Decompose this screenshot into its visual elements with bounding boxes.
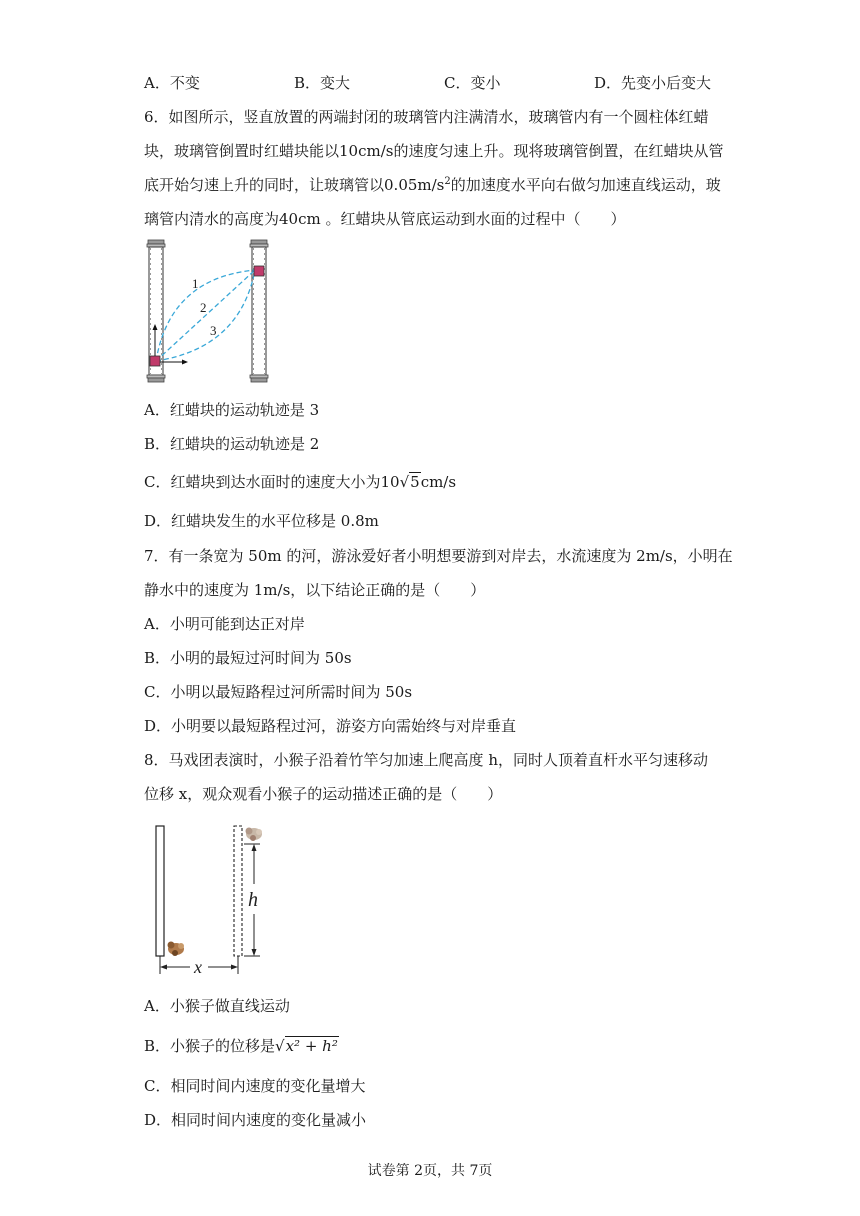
q5-option-c: C．变小 [444, 74, 501, 92]
q8-option-b: B．小猴子的位移是√x² + h² [144, 1037, 338, 1055]
monkey-icon-top [246, 828, 263, 842]
q7-option-a: A．小明可能到达正对岸 [144, 615, 305, 633]
q7-option-d: D．小明要以最短路程过河，游姿方向需始终与对岸垂直 [144, 717, 517, 735]
q8-option-c: C．相同时间内速度的变化量增大 [144, 1077, 366, 1095]
page-footer: 试卷第 2页，共 7页 [367, 1163, 493, 1179]
q6-option-a: A．红蜡块的运动轨迹是 3 [144, 401, 320, 419]
q6-option-c: C．红蜡块到达水面时的速度大小为10√5cm/s [144, 473, 457, 491]
q6-glass-tube-figure [140, 238, 275, 388]
q8-option-a: A．小猴子做直线运动 [144, 997, 290, 1015]
q6-trajectory-label-1: 1 [192, 276, 199, 291]
q6-trajectory-label-3: 3 [210, 323, 217, 338]
q6-option-d: D．红蜡块发生的水平位移是 0.8m [144, 512, 379, 530]
q7-option-c: C．小明以最短路程过河所需时间为 50s [144, 683, 413, 701]
q6-option-b: B．红蜡块的运动轨迹是 2 [144, 435, 320, 453]
q8-h-label: h [248, 889, 258, 911]
q8-x-label: x [194, 957, 202, 977]
q6-stem-line4: 璃管内清水的高度为40cm 。红蜡块从管底运动到水面的过程中（ ） [144, 210, 626, 228]
q5-option-d: D．先变小后变大 [594, 74, 712, 92]
q7-stem-line1: 7．有一条宽为 50m 的河，游泳爱好者小明想要游到对岸去，水流速度为 2m/s，小明在 [144, 547, 733, 565]
q5-option-a: A．不变 [144, 74, 200, 92]
q6-trajectory-label-2: 2 [200, 300, 207, 315]
q5-option-b: B．变大 [294, 74, 351, 92]
q8-option-d: D．相同时间内速度的变化量减小 [144, 1111, 367, 1129]
q8-stem-line1: 8．马戏团表演时，小猴子沿着竹竿匀加速上爬高度 h，同时人顶着直杆水平匀速移动 [144, 751, 708, 769]
q8-monkey-pole-figure [150, 824, 275, 979]
q8-stem-line2: 位移 x，观众观看小猴子的运动描述正确的是（ ） [144, 785, 503, 803]
q7-stem-line2: 静水中的速度为 1m/s，以下结论正确的是（ ） [144, 581, 486, 599]
monkey-icon-bottom [168, 942, 185, 957]
q6-stem-line1: 6．如图所示，竖直放置的两端封闭的玻璃管内注满清水，玻璃管内有一个圆柱体红蜡 [144, 108, 709, 126]
q6-stem-line2: 块，玻璃管倒置时红蜡块能以10cm/s的速度匀速上升。现将玻璃管倒置，在红蜡块从管 [144, 142, 724, 160]
q6-stem-line3: 底开始匀速上升的同时，让玻璃管以$0.05m/s^2$的加速度水平向右做匀加速直线运动，玻 [144, 176, 721, 194]
q7-option-b: B．小明的最短过河时间为 50s [144, 649, 352, 667]
